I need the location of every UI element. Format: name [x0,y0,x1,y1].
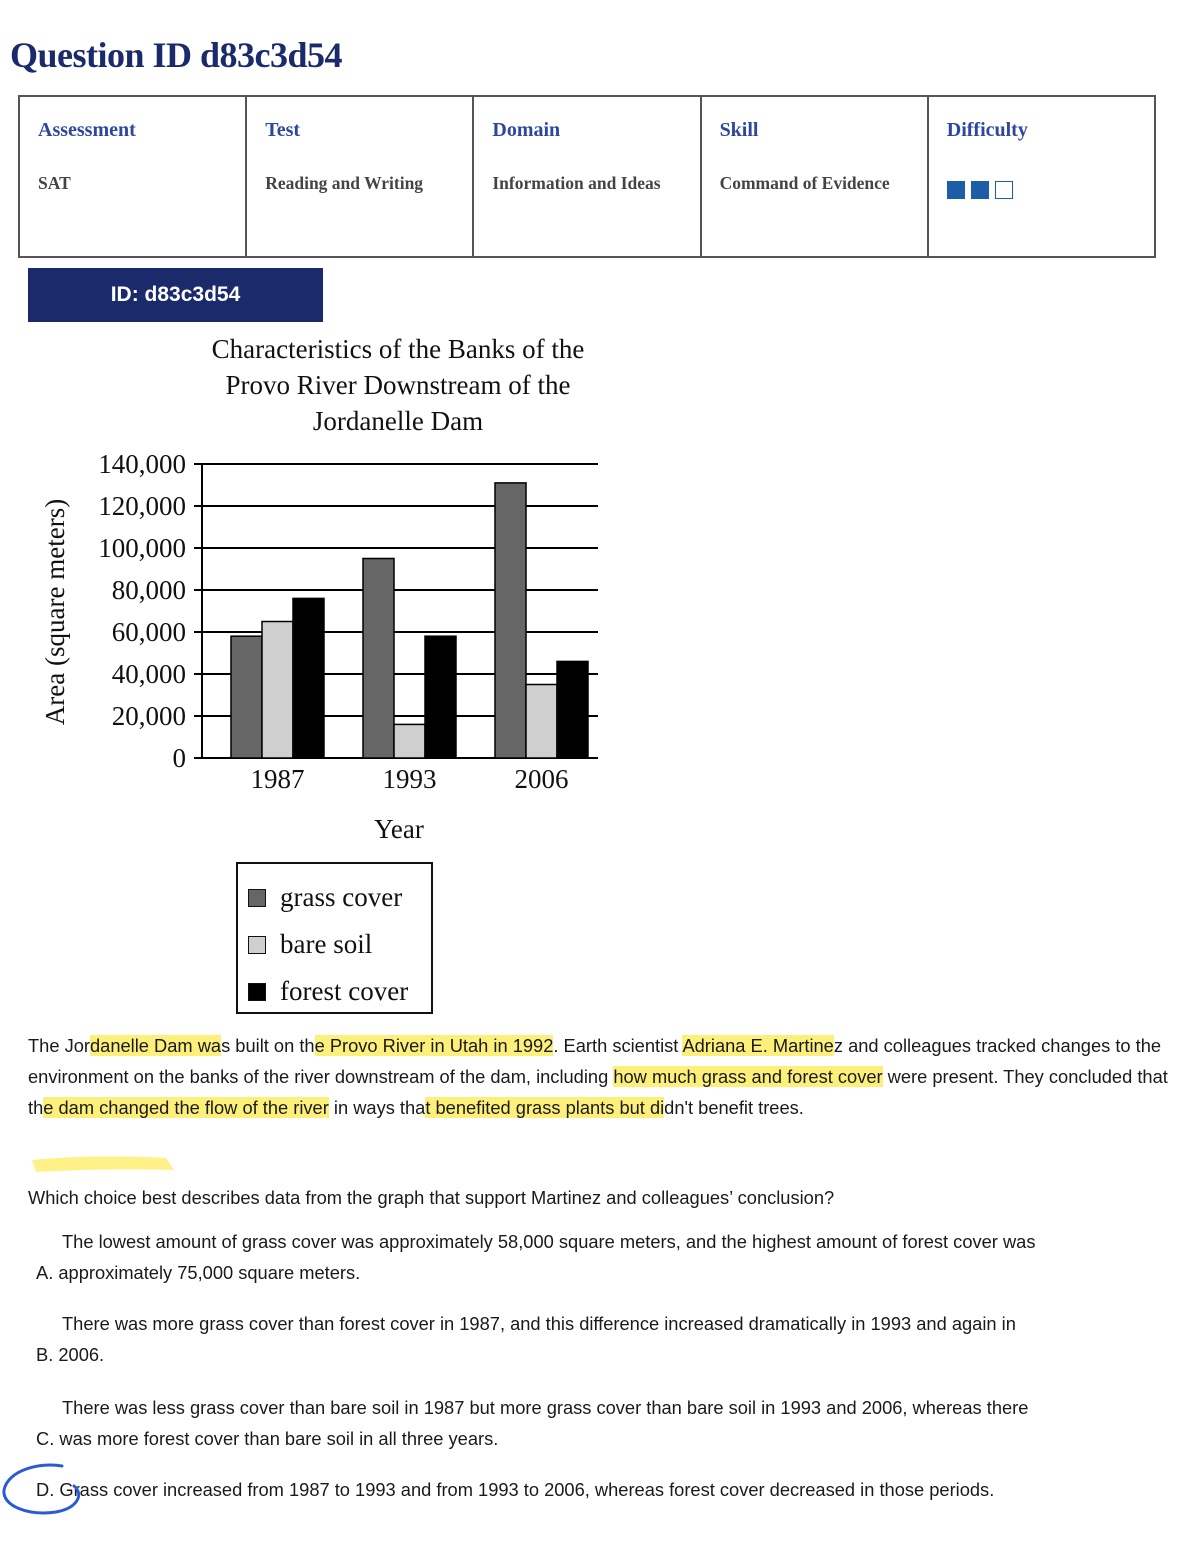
choice-c-text-line1: There was less grass cover than bare soil in 1987 but more grass cover than bare soil in 1993 and 2006, whereas there [62,1397,1029,1418]
ink-underline-mark [26,1148,186,1178]
y-tick-label: 100,000 [98,533,186,563]
y-tick-label: 140,000 [98,449,186,479]
x-tick-label: 1993 [382,764,437,794]
passage-highlight: Adriana E. Martine [682,1035,834,1056]
choice-a-text-line1: The lowest amount of grass cover was approximately 58,000 square meters, and the highest amount of forest cover was [62,1231,1036,1252]
meta-assessment-cell [19,96,246,257]
legend-swatch-forest [248,983,266,1001]
legend-item-forest [248,968,431,1015]
difficulty-box-filled [947,181,965,199]
legend-label-bare-soil: bare soil [280,929,373,959]
chart-legend [236,862,433,1014]
choice-d-text-line1: Grass cover increased from 1987 to 1993 and from 1993 to 2006, whereas forest cover decreased in those periods. [59,1479,995,1500]
difficulty-box-filled [971,181,989,199]
choice-a-text-line2: approximately 75,000 square meters. [58,1262,361,1283]
passage-text: z and colleagues tracked changes to the environment on the banks of the river downstream of the dam, including [28,1035,1162,1087]
passage-highlight: danelle Dam wa [89,1035,222,1056]
legend-label-grass: grass cover [280,882,403,912]
meta-value-assessment: SAT [38,173,71,193]
choice-d[interactable] [36,1474,1166,1505]
legend-swatch-bare-soil [248,936,266,954]
bar-chart [0,330,620,855]
y-tick-label: 0 [172,743,186,773]
chart-title-line: Provo River Downstream of the [225,370,571,400]
choice-b-text-line1: There was more grass cover than forest cover in 1987, and this difference increased dramatically in 1993 and again in [62,1313,1016,1334]
passage-text: in ways tha [328,1097,426,1118]
bar-grass-cover-2006 [495,483,526,758]
meta-value-test: Reading and Writing [265,173,424,193]
bar-grass-cover-1987 [231,636,262,758]
choice-b-text-line2: 2006. [58,1344,105,1365]
choice-c[interactable] [36,1392,1166,1454]
bar-forest-cover-2006 [557,661,588,758]
y-tick-label: 120,000 [98,491,186,521]
bar-bare-soil-1987 [262,622,293,759]
choice-a-letter: A. [36,1262,54,1283]
passage-highlight: e Provo River in Utah in 1992 [314,1035,554,1056]
meta-header-difficulty: Difficulty [946,119,1028,141]
passage-text: were present. They concluded that th [28,1066,1168,1118]
passage-highlight: t benefited grass plants but di [425,1097,665,1118]
x-tick-label: 1987 [250,764,305,794]
legend-swatch-grass [248,889,266,907]
meta-header-test: Test [265,119,301,141]
passage-text: dn't benefit trees. [664,1097,804,1118]
passage-text: . Earth scientist [553,1035,683,1056]
y-tick-label: 80,000 [111,575,186,605]
meta-header-assessment: Assessment [38,119,136,141]
choice-c-letter: C. [36,1428,55,1449]
chart-title-line: Characteristics of the Banks of the [211,334,585,364]
passage-highlight: e dam changed the flow of the river [43,1097,329,1118]
legend-label-forest: forest cover [280,976,409,1006]
meta-difficulty-cell [928,96,1155,257]
meta-header-skill: Skill [719,119,759,141]
difficulty-indicator [947,181,1136,199]
choice-b[interactable] [36,1308,1166,1370]
x-tick-label: 2006 [514,764,569,794]
legend-item-grass [248,874,431,921]
choice-d-letter: D. [36,1479,55,1500]
meta-domain-cell [473,96,700,257]
meta-header-domain: Domain [492,119,561,141]
x-axis-label: Year [374,814,424,844]
choice-c-text-line2: was more forest cover than bare soil in all three years. [59,1428,499,1449]
meta-value-skill: Command of Evidence [719,173,890,193]
legend-item-bare-soil [248,921,431,968]
passage [28,1030,1168,1123]
passage-text: s built on th [221,1035,315,1056]
question-metadata-table [18,95,1156,258]
chart-title-line: Jordanelle Dam [312,406,484,436]
bar-bare-soil-1993 [394,724,425,758]
passage-text: The Jor [28,1035,90,1056]
bar-grass-cover-1993 [363,559,394,759]
bar-bare-soil-2006 [526,685,557,759]
question-id-banner: ID: d83c3d54 [28,268,323,322]
y-tick-label: 40,000 [111,659,186,689]
bar-forest-cover-1993 [425,636,456,758]
hand-drawn-circle-mark [0,1460,90,1530]
passage-highlight: how much grass and forest cover [613,1066,883,1087]
bar-forest-cover-1987 [293,598,324,758]
meta-value-domain: Information and Ideas [492,173,661,193]
meta-test-cell [246,96,473,257]
choice-b-letter: B. [36,1344,54,1365]
choice-a[interactable] [36,1226,1166,1288]
y-tick-label: 60,000 [111,617,186,647]
question-stem: Which choice best describes data from the graph that support Martinez and colleagues’ conclusion? [28,1187,835,1208]
difficulty-box-empty [995,181,1013,199]
y-tick-label: 20,000 [111,701,186,731]
y-axis-label: Area (square meters) [40,498,70,726]
page-title: Question ID d83c3d54 [10,35,343,75]
meta-skill-cell [701,96,928,257]
